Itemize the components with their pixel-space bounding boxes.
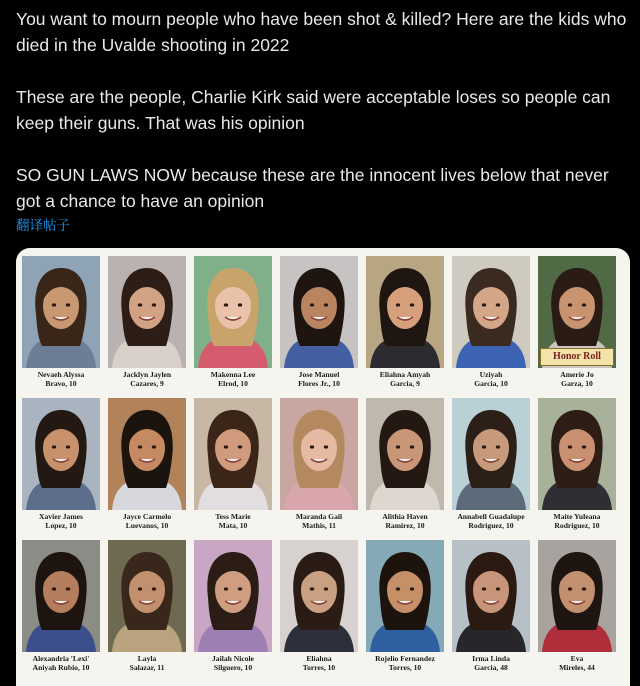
victim-photo: [194, 540, 272, 652]
victim-name: Eliahna Amyah: [379, 370, 431, 379]
victim-name: Eva: [570, 654, 584, 663]
victim-name: Alexandria 'Lexi': [32, 654, 90, 663]
portrait-image: [452, 256, 530, 368]
victim-surname-age: Garcia, 9: [390, 379, 420, 388]
victim-name: Maite Yuleana: [553, 512, 601, 521]
victim-name: Jayce Carmelo: [122, 512, 172, 521]
portrait-image: [366, 398, 444, 510]
portrait-image: [108, 398, 186, 510]
victim-card: [194, 256, 272, 390]
victim-name: Irma Linda: [472, 654, 510, 663]
victim-surname-age: Rodriguez, 10: [554, 521, 600, 530]
victim-name: Alithia Haven: [382, 512, 428, 521]
victim-caption: [534, 370, 620, 388]
translate-post-link[interactable]: 翻译帖子: [16, 218, 70, 233]
victim-surname-age: Torres, 10: [302, 663, 336, 672]
victim-surname-age: Flores Jr., 10: [298, 379, 340, 388]
victim-photo: [194, 398, 272, 510]
victim-photo: [452, 540, 530, 652]
victim-name: Jailah Nicole: [212, 654, 254, 663]
victim-photo: [366, 398, 444, 510]
portrait-image: [366, 256, 444, 368]
victim-caption: [276, 654, 362, 672]
victim-card: [108, 540, 186, 674]
victim-caption: [448, 654, 534, 672]
victim-caption: [362, 512, 448, 530]
victim-surname-age: Cazares, 9: [130, 379, 164, 388]
portrait-image: [452, 540, 530, 652]
victim-card: [538, 398, 616, 532]
portrait-image: [22, 540, 100, 652]
victim-photo: [538, 256, 616, 368]
portrait-image: [452, 398, 530, 510]
portrait-image: [22, 398, 100, 510]
victim-surname-age: Garza, 10: [561, 379, 593, 388]
victim-caption: [448, 370, 534, 388]
post-paragraph-2: These are the people, Charlie Kirk said were acceptable loses so people can keep their guns. That was his opinion: [16, 87, 611, 133]
victim-caption: [362, 370, 448, 388]
victim-caption: [534, 512, 620, 530]
victim-card: [452, 398, 530, 532]
victim-card: [108, 256, 186, 390]
victim-surname-age: Aniyah Rubio, 10: [32, 663, 90, 672]
victim-name: Rojelio Fernandez: [375, 654, 435, 663]
victim-surname-age: Mireles, 44: [559, 663, 595, 672]
victim-name: Layla: [137, 654, 157, 663]
victim-photo: [22, 256, 100, 368]
victim-photo: [452, 256, 530, 368]
victim-card: [538, 540, 616, 674]
portrait-image: [194, 256, 272, 368]
portrait-image: [280, 540, 358, 652]
victim-caption: [534, 654, 620, 672]
victim-photo: [194, 256, 272, 368]
victim-card: [22, 256, 100, 390]
victim-surname-age: Ramirez, 10: [385, 521, 425, 530]
victim-card: [108, 398, 186, 532]
victim-name: Tess Marie: [215, 512, 251, 521]
victim-card: [280, 256, 358, 390]
victim-card: [366, 540, 444, 674]
victim-photo: [452, 398, 530, 510]
victim-surname-age: Garcia, 48: [474, 663, 508, 672]
victim-photo: [108, 540, 186, 652]
portrait-image: [366, 540, 444, 652]
victim-card: [194, 398, 272, 532]
portrait-image: [108, 256, 186, 368]
victim-card: [280, 398, 358, 532]
victim-card: [194, 540, 272, 674]
victim-name: Jose Manuel: [298, 370, 340, 379]
victim-name: Makenna Lee: [210, 370, 256, 379]
victim-name: Xavier James: [39, 512, 83, 521]
victim-surname-age: Mathis, 11: [302, 521, 336, 530]
victim-card: [280, 540, 358, 674]
victim-card: [538, 256, 616, 390]
portrait-image: [194, 540, 272, 652]
victim-name: Amerie Jo: [560, 370, 594, 379]
portrait-image: [194, 398, 272, 510]
victim-surname-age: Elrod, 10: [218, 379, 248, 388]
victim-caption: [448, 512, 534, 530]
victim-photo: [108, 398, 186, 510]
victim-caption: [190, 654, 276, 672]
victim-caption: [104, 512, 190, 530]
victim-photo: [366, 256, 444, 368]
victim-surname-age: Garcia, 10: [474, 379, 508, 388]
victim-caption: [18, 654, 104, 672]
post-paragraph-1: You want to mourn people who have been shot & killed? Here are the kids who died in the Uvalde shooting in 2022: [16, 9, 627, 55]
victim-caption: [190, 370, 276, 388]
victim-caption: [18, 370, 104, 388]
victim-surname-age: Luevanos, 10: [125, 521, 169, 530]
victim-surname-age: Salazar, 11: [129, 663, 165, 672]
victim-caption: [276, 512, 362, 530]
portrait-image: [538, 540, 616, 652]
portrait-image: [280, 256, 358, 368]
victim-photo: [538, 398, 616, 510]
victim-caption: [104, 370, 190, 388]
victim-name: Eliahna: [306, 654, 332, 663]
victim-caption: [18, 512, 104, 530]
victim-photo: [280, 398, 358, 510]
victim-name: Annabell Guadalupe: [457, 512, 525, 521]
victim-surname-age: Lopez, 10: [45, 521, 77, 530]
portrait-image: [280, 398, 358, 510]
portrait-image: [108, 540, 186, 652]
victim-caption: [362, 654, 448, 672]
victim-card: [366, 398, 444, 532]
victim-card: [22, 540, 100, 674]
victim-caption: [190, 512, 276, 530]
victim-surname-age: Bravo, 10: [45, 379, 77, 388]
post-image[interactable]: [16, 248, 630, 686]
victim-card: [452, 256, 530, 390]
victim-photo: [22, 398, 100, 510]
victim-card: [366, 256, 444, 390]
victim-caption: [104, 654, 190, 672]
victim-photo: [280, 256, 358, 368]
post-text: [16, 6, 628, 214]
victim-surname-age: Rodriguez, 10: [468, 521, 514, 530]
victim-caption: [276, 370, 362, 388]
victim-name: Maranda Gail: [295, 512, 343, 521]
honor-roll-sign: Honor Roll: [540, 348, 614, 366]
victim-name: Jacklyn Jaylen: [122, 370, 172, 379]
victim-name: Nevaeh Alyssa: [37, 370, 85, 379]
victim-name: Uziyah: [479, 370, 503, 379]
victim-card: [452, 540, 530, 674]
victim-card: [22, 398, 100, 532]
victim-photo: [22, 540, 100, 652]
portrait-image: [22, 256, 100, 368]
victim-photo: [538, 540, 616, 652]
victim-surname-age: Torres, 10: [388, 663, 422, 672]
victim-photo-grid: [22, 256, 624, 674]
victim-photo: [280, 540, 358, 652]
victim-surname-age: Silguero, 10: [213, 663, 253, 672]
portrait-image: [538, 398, 616, 510]
victim-photo: [108, 256, 186, 368]
victim-photo: [366, 540, 444, 652]
post-paragraph-3: SO GUN LAWS NOW because these are the innocent lives below that never got a chance to have an opinion: [16, 165, 609, 211]
victim-surname-age: Mata, 10: [218, 521, 248, 530]
